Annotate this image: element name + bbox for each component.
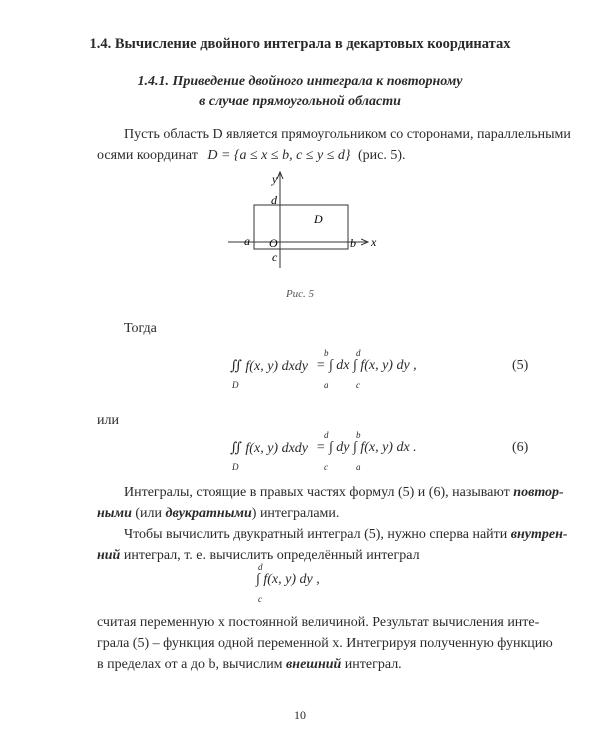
- label-c: c: [272, 250, 278, 264]
- term-inner-part1: внутрен-: [510, 527, 568, 542]
- subsection-title-line2: в случае прямоугольной области: [199, 94, 401, 109]
- para-result-line3: [97, 654, 402, 675]
- formula-6-rhs: = ∫ dy ∫ f(x, y) dx .: [316, 440, 417, 455]
- formula-5-rhs: = ∫ dx ∫ f(x, y) dy ,: [316, 358, 417, 373]
- formula-6-inner-lower: a: [356, 462, 361, 472]
- term-repeated-part2: ными: [97, 506, 132, 521]
- formula-5-lhs: ∬ f(x, y) dxdy: [230, 359, 308, 374]
- label-a: a: [244, 234, 250, 248]
- term-outer: внешний: [286, 657, 342, 672]
- para-iterated-text-b: (или: [131, 506, 166, 521]
- para-compute-line1: [124, 524, 568, 545]
- formula-5-outer-upper: b: [324, 348, 329, 358]
- formula-6: [230, 430, 490, 474]
- para-result-line1: считая переменную x постоянной величиной. Результат вычисления инте-: [97, 615, 540, 630]
- or-word: или: [97, 413, 119, 428]
- formula-5-outer-lower: a: [324, 380, 329, 390]
- formula-6-outer-upper: d: [324, 430, 329, 440]
- intro-line2: [97, 145, 406, 166]
- set-formula: D = {a ≤ x ≤ b, c ≤ y ≤ d}: [207, 148, 351, 163]
- formula-6-lhs: ∬ f(x, y) dxdy: [230, 441, 308, 456]
- formula-5-inner-upper: d: [356, 348, 361, 358]
- formula-6-number: (6): [512, 440, 529, 455]
- figure-5: [200, 168, 400, 278]
- para-iterated-text-c: ) интегралами.: [251, 506, 340, 521]
- formula-5-number: (5): [512, 358, 529, 373]
- then-word: Тогда: [124, 321, 157, 336]
- term-inner-part2: ний: [97, 548, 121, 563]
- term-repeated-part1: повтор-: [513, 485, 564, 500]
- formula-6-inner-upper: b: [356, 430, 361, 440]
- para-result-text-c: интеграл.: [341, 657, 402, 672]
- para-compute-text-b: интеграл, т. е. вычислить определённый интеграл: [120, 548, 420, 563]
- formula-5-inner-lower: c: [356, 380, 360, 390]
- formula-6-lhs-sub: D: [232, 462, 239, 472]
- label-y: y: [272, 172, 278, 186]
- para-result-text-a: в пределах от a до b, вычислим: [97, 657, 287, 672]
- page-number: 10: [294, 708, 306, 722]
- formula-inner: [256, 562, 366, 606]
- para-result-line2: грала (5) – функция одной переменной x. Интегрируя полученную функцию: [97, 636, 553, 651]
- intro-line1: Пусть область D является прямоугольником со сторонами, параллельными: [124, 127, 571, 142]
- label-b: b: [350, 236, 356, 250]
- label-d: d: [271, 193, 277, 207]
- formula-inner-lower: c: [258, 594, 262, 604]
- para-compute-text-a: Чтобы вычислить двукратный интеграл (5), нужно сперва найти: [124, 527, 511, 542]
- label-D: D: [314, 212, 323, 226]
- section-title: 1.4. Вычисление двойного интеграла в декартовых координатах: [89, 36, 511, 52]
- formula-5-lhs-sub: D: [232, 380, 239, 390]
- formula-6-outer-lower: c: [324, 462, 328, 472]
- para-iterated-line2: [97, 503, 339, 524]
- formula-5: [230, 348, 490, 392]
- label-O: O: [269, 236, 278, 250]
- label-x: x: [371, 235, 377, 249]
- subsection-title-line1: 1.4.1. Приведение двойного интеграла к повторному: [137, 74, 463, 89]
- term-double: двукратными: [165, 506, 252, 521]
- intro-line2-start: осями координат: [97, 148, 198, 163]
- figure-caption: Рис. 5: [285, 288, 315, 300]
- subsection-title: [0, 72, 600, 112]
- intro-line2-end: (рис. 5).: [357, 148, 406, 163]
- formula-inner-body: ∫ f(x, y) dy ,: [256, 572, 320, 587]
- para-iterated-line1: [124, 482, 564, 503]
- para-iterated-text-a: Интегралы, стоящие в правых частях формул (5) и (6), называют: [124, 485, 514, 500]
- formula-inner-upper: d: [258, 562, 263, 572]
